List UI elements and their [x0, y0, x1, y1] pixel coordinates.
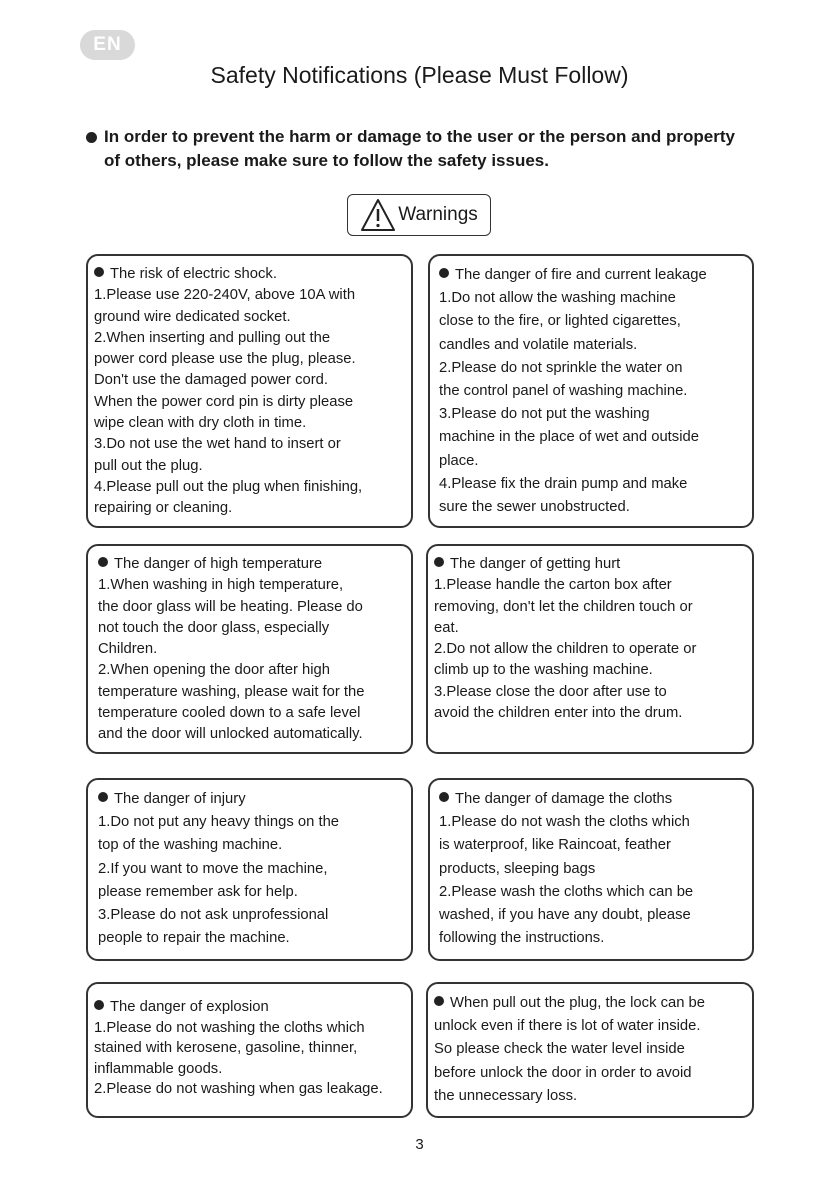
box-heading-text: The danger of damage the cloths — [455, 791, 673, 807]
box-text-line: 3.Please do not put the washing — [439, 406, 650, 423]
box-text-line: inflammable goods. — [94, 1060, 223, 1077]
box-text-line: pull out the plug. — [94, 457, 203, 474]
box-text-line: products, sleeping bags — [439, 860, 596, 877]
bullet-icon — [439, 268, 449, 278]
box-heading — [434, 992, 746, 1015]
box-text-line: 2.When inserting and pulling out the — [94, 329, 331, 346]
box-electric-shock — [86, 254, 413, 528]
bullet-icon — [98, 792, 108, 802]
box-text-line: 1.Please do not wash the cloths which — [439, 814, 690, 831]
box-plug-lock — [426, 982, 754, 1118]
box-text-line: When the power cord pin is dirty please — [94, 393, 354, 410]
box-text-line: the door glass will be heating. Please do — [98, 598, 363, 615]
box-text-line: 2.Please wash the cloths which can be — [439, 883, 694, 900]
box-heading-text: The danger of high temperature — [114, 556, 323, 572]
box-text-line: and the door will unlocked automatically. — [98, 726, 363, 743]
box-text-line: So please check the water level inside — [434, 1041, 685, 1058]
box-text-line: 3.Please close the door after use to — [434, 683, 667, 700]
language-badge: EN — [80, 30, 135, 60]
box-text-line: the control panel of washing machine. — [439, 383, 688, 400]
bullet-icon — [98, 557, 108, 567]
page-number: 3 — [415, 1136, 424, 1153]
bullet-icon — [94, 267, 104, 277]
box-heading-text: The danger of getting hurt — [450, 556, 621, 572]
intro-paragraph — [86, 125, 746, 173]
box-heading — [439, 264, 746, 287]
box-text-line: 2.When opening the door after high — [98, 662, 330, 679]
box-text-line: repairing or cleaning. — [94, 500, 233, 517]
box-text-line: 1.Please do not washing the cloths which — [94, 1019, 365, 1036]
box-heading — [434, 554, 746, 575]
box-text-line: Children. — [98, 641, 158, 658]
box-text-line: temperature cooled down to a safe level — [98, 705, 361, 722]
box-text-line: removing, don't let the children touch or — [434, 598, 693, 615]
box-text-line: top of the washing machine. — [98, 837, 283, 854]
box-text-line: 2.If you want to move the machine, — [98, 860, 328, 877]
box-heading-text: The risk of electric shock. — [110, 266, 277, 282]
box-heading-text: When pull out the plug, the lock can be — [450, 995, 706, 1011]
box-text-line: stained with kerosene, gasoline, thinner, — [94, 1040, 358, 1056]
bullet-icon — [434, 996, 444, 1006]
box-text-line: is waterproof, like Raincoat, feather — [439, 837, 671, 854]
box-text-line: 1.When washing in high temperature, — [98, 577, 344, 594]
box-text-line: following the instructions. — [439, 930, 605, 947]
box-text-line: not touch the door glass, especially — [98, 619, 330, 636]
box-heading — [98, 788, 405, 811]
box-text-line: the unnecessary loss. — [434, 1087, 578, 1104]
box-text-line: 4.Please pull out the plug when finishing, — [94, 478, 363, 495]
page-title: Safety Notifications (Please Must Follow) — [210, 62, 629, 88]
box-high-temperature — [86, 544, 413, 754]
box-explosion — [86, 982, 413, 1118]
box-text-line: 1.Please use 220-240V, above 10A with — [94, 287, 356, 304]
box-fire-leakage — [428, 254, 754, 528]
box-text-line: climb up to the washing machine. — [434, 662, 653, 679]
box-text-line: temperature washing, please wait for the — [98, 683, 365, 700]
box-heading — [98, 554, 405, 575]
box-text-line: 1.Do not allow the washing machine — [439, 290, 676, 307]
box-text-line: 2.Please do not washing when gas leakage. — [94, 1081, 383, 1097]
box-text-line: unlock even if there is lot of water inside. — [434, 1018, 701, 1035]
box-text-line: 3.Do not use the wet hand to insert or — [94, 436, 341, 453]
box-heading — [94, 997, 405, 1018]
bullet-icon — [434, 557, 444, 567]
bullet-icon — [86, 132, 97, 143]
box-text-line: 3.Please do not ask unprofessional — [98, 907, 329, 924]
box-text-line: before unlock the door in order to avoid — [434, 1064, 692, 1081]
intro-text: In order to prevent the harm or damage to the user or the person and property of others, please make sure to follow the safety issues. — [104, 127, 735, 170]
box-text-line: 2.Please do not sprinkle the water on — [439, 359, 683, 376]
box-heading-text: The danger of injury — [114, 791, 246, 807]
box-heading-text: The danger of fire and current leakage — [455, 267, 707, 283]
box-text-line: ground wire dedicated socket. — [94, 308, 291, 325]
box-heading — [439, 788, 746, 811]
bullet-icon — [94, 1000, 104, 1010]
box-injury — [86, 778, 413, 961]
box-text-line: please remember ask for help. — [98, 883, 298, 900]
box-text-line: close to the fire, or lighted cigarettes, — [439, 313, 681, 330]
box-heading-text: The danger of explosion — [110, 999, 269, 1015]
bullet-icon — [439, 792, 449, 802]
box-text-line: people to repair the machine. — [98, 930, 290, 947]
warnings-label: Warnings — [398, 204, 478, 225]
box-heading — [94, 264, 405, 285]
box-text-line: 4.Please fix the drain pump and make — [439, 475, 688, 492]
box-text-line: Don't use the damaged power cord. — [94, 372, 328, 389]
box-text-line: place. — [439, 452, 479, 469]
box-getting-hurt — [426, 544, 754, 754]
box-text-line: 1.Do not put any heavy things on the — [98, 814, 340, 831]
box-text-line: power cord please use the plug, please. — [94, 351, 356, 368]
box-text-line: 1.Please handle the carton box after — [434, 577, 672, 594]
warning-triangle-icon — [360, 198, 396, 232]
warnings-header — [347, 194, 491, 236]
box-text-line: candles and volatile materials. — [439, 336, 638, 353]
box-text-line: washed, if you have any doubt, please — [439, 907, 691, 924]
box-text-line: wipe clean with dry cloth in time. — [94, 415, 307, 432]
box-text-line: sure the sewer unobstructed. — [439, 499, 630, 516]
box-text-line: eat. — [434, 619, 459, 636]
box-text-line: machine in the place of wet and outside — [439, 429, 699, 446]
box-text-line: avoid the children enter into the drum. — [434, 705, 683, 722]
box-damage-cloths — [428, 778, 754, 961]
box-text-line: 2.Do not allow the children to operate or — [434, 641, 697, 658]
